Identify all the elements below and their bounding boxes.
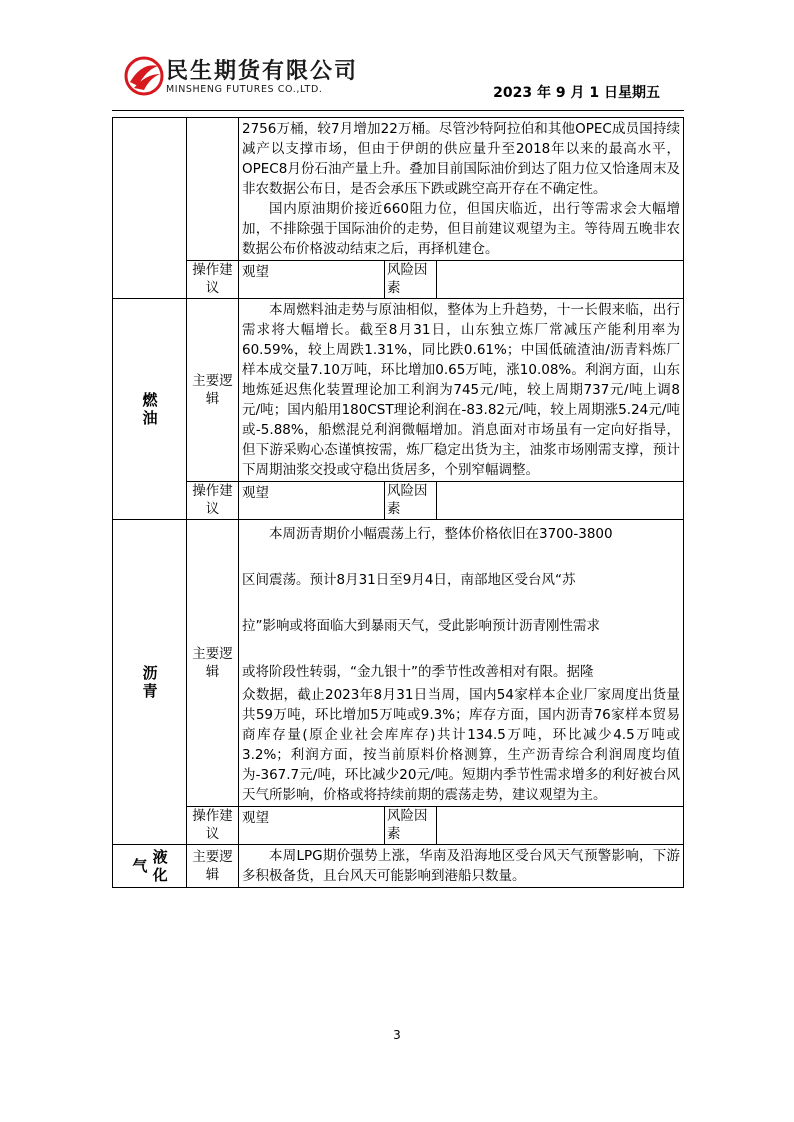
- crude-op-label: 操作建议: [187, 261, 239, 299]
- fuel-logic-label: 主要逻辑: [187, 299, 239, 482]
- asphalt-logic-label: 主要逻辑: [187, 520, 239, 807]
- fuel-logic-text: 本周燃料油走势与原油相似，整体为上升趋势，十一长假来临，出行需求将大幅增长。截至8月31日，山东独立炼厂常减压产能利用率为60.59%，较上周跌1.31%，同比跌0.61%；中国低硫渣油/沥青料炼厂样本成交量7.10万吨，环比增加0.65万吨，涨10.08%。利润方面，山东地炼延迟焦化装置理论加工利润为745元/吨，较上周期737元/吨上调8元/吨；国内船用180CST理论利润在-83.82元/吨，较上周期涨5.24元/吨或-5.88%，船燃混兑利润微幅增加。消息面对市场虽有一定向好指导，但下游采购心态谨慎按需，炼厂稳定出货为主，油浆市场刚需支撑，预计下周期油浆交投或守稳出货居多，个别窄幅调整。: [242, 302, 680, 478]
- lpg-category-name-right: 液化: [152, 848, 168, 884]
- crude-category-cell: [113, 118, 187, 299]
- asphalt-logic-row: [113, 520, 684, 807]
- fuel-category-cell: [113, 299, 187, 520]
- fuel-risk-label: 风险因素: [385, 482, 437, 520]
- asphalt-logic-cell: [239, 520, 684, 807]
- minsheng-logo-icon: [124, 56, 164, 96]
- crude-logic-label-cell: [187, 118, 239, 261]
- asphalt-category-name: 沥青: [142, 663, 158, 700]
- lpg-logic-row: [113, 845, 684, 888]
- crude-logic-cell: [239, 118, 684, 261]
- asphalt-logic-line-2: 区间震荡。预计8月31日至9月4日，南部地区受台风“苏: [242, 572, 576, 588]
- asphalt-op-label: 操作建议: [187, 807, 239, 845]
- lpg-logic-cell: [239, 845, 684, 888]
- asphalt-logic-text-rest: 众数据，截止2023年8月31日当周，国内54家样本企业厂家周度出货量共59万吨，环比增加5万吨或9.3%；库存方面，国内沥青76家样本贸易商库存量(原企业社会库库存)共计134.5万吨，环比减少4.5万吨或3.2%；利润方面，按当前原料价格测算，生产沥青综合利润周度均值为-367.7元/吨，环比减少20元/吨。短期内季节性需求增多的利好被台风天气所影响，价格或将持续前期的震荡走势，建议观望为主。: [242, 687, 680, 803]
- lpg-logic-text: 本周LPG期价强势上涨，华南及沿海地区受台风天气预警影响，下游多积极备货，且台风天可能影响到港船只数量。: [242, 848, 680, 884]
- asphalt-logic-line-1: 本周沥青期价小幅震荡上行，整体价格依旧在3700-3800: [269, 526, 613, 542]
- crude-logic-text-1: 2756万桶，较7月增加22万桶。尽管沙特阿拉伯和其他OPEC成员国持续减产以支撑市场，但由于伊朗的供应量升至2018年以来的最高水平，OPEC8月份石油产量上升。叠加目前国际油价到达了阻力位又恰逢周末及非农数据公布日，是否会承压下跌或跳空高开存在不确定性。: [242, 121, 680, 197]
- fuel-logic-row: [113, 299, 684, 482]
- crude-logic-text-2: 国内原油期价接近660阻力位，但国庆临近，出行等需求会大幅增加，不排除强于国际油价的走势，但目前建议观望为主。等待周五晚非农数据公布价格波动结束之后，再择机建仓。: [242, 201, 680, 257]
- lpg-category-name-left: 气: [132, 857, 148, 875]
- asphalt-category-cell: [113, 520, 187, 845]
- crude-risk-label: 风险因素: [385, 261, 437, 299]
- fuel-logic-cell: [239, 299, 684, 482]
- asphalt-logic-line-4: 或将阶段性转弱，“金九银十”的季节性改善相对有限。据隆: [242, 664, 594, 680]
- header-rule: [112, 110, 684, 111]
- crude-logic-row: [113, 118, 684, 261]
- company-name-cn: 民生期货有限公司: [166, 59, 359, 84]
- lpg-category-cell: [113, 845, 187, 888]
- company-logo: [124, 52, 374, 102]
- crude-op-row: [113, 261, 684, 299]
- asphalt-risk-label: 风险因素: [385, 807, 437, 845]
- report-date: 2023 年 9 月 1 日星期五: [493, 85, 660, 101]
- crude-risk-value: [437, 261, 684, 299]
- asphalt-op-value: 观望: [239, 807, 385, 845]
- fuel-op-label: 操作建议: [187, 482, 239, 520]
- crude-op-value: 观望: [239, 261, 385, 299]
- lpg-logic-label: 主要逻辑: [187, 845, 239, 888]
- fuel-risk-value: [437, 482, 684, 520]
- fuel-op-value: 观望: [239, 482, 385, 520]
- report-table: [112, 117, 684, 888]
- asphalt-op-row: [113, 807, 684, 845]
- asphalt-logic-line-3: 拉”影响或将面临大到暴雨天气，受此影响预计沥青刚性需求: [242, 618, 600, 634]
- page-number: 3: [393, 1028, 401, 1042]
- company-name-en: MINSHENG FUTURES CO.,LTD.: [166, 84, 323, 95]
- asphalt-risk-value: [437, 807, 684, 845]
- fuel-op-row: [113, 482, 684, 520]
- fuel-category-name: 燃油: [142, 390, 158, 427]
